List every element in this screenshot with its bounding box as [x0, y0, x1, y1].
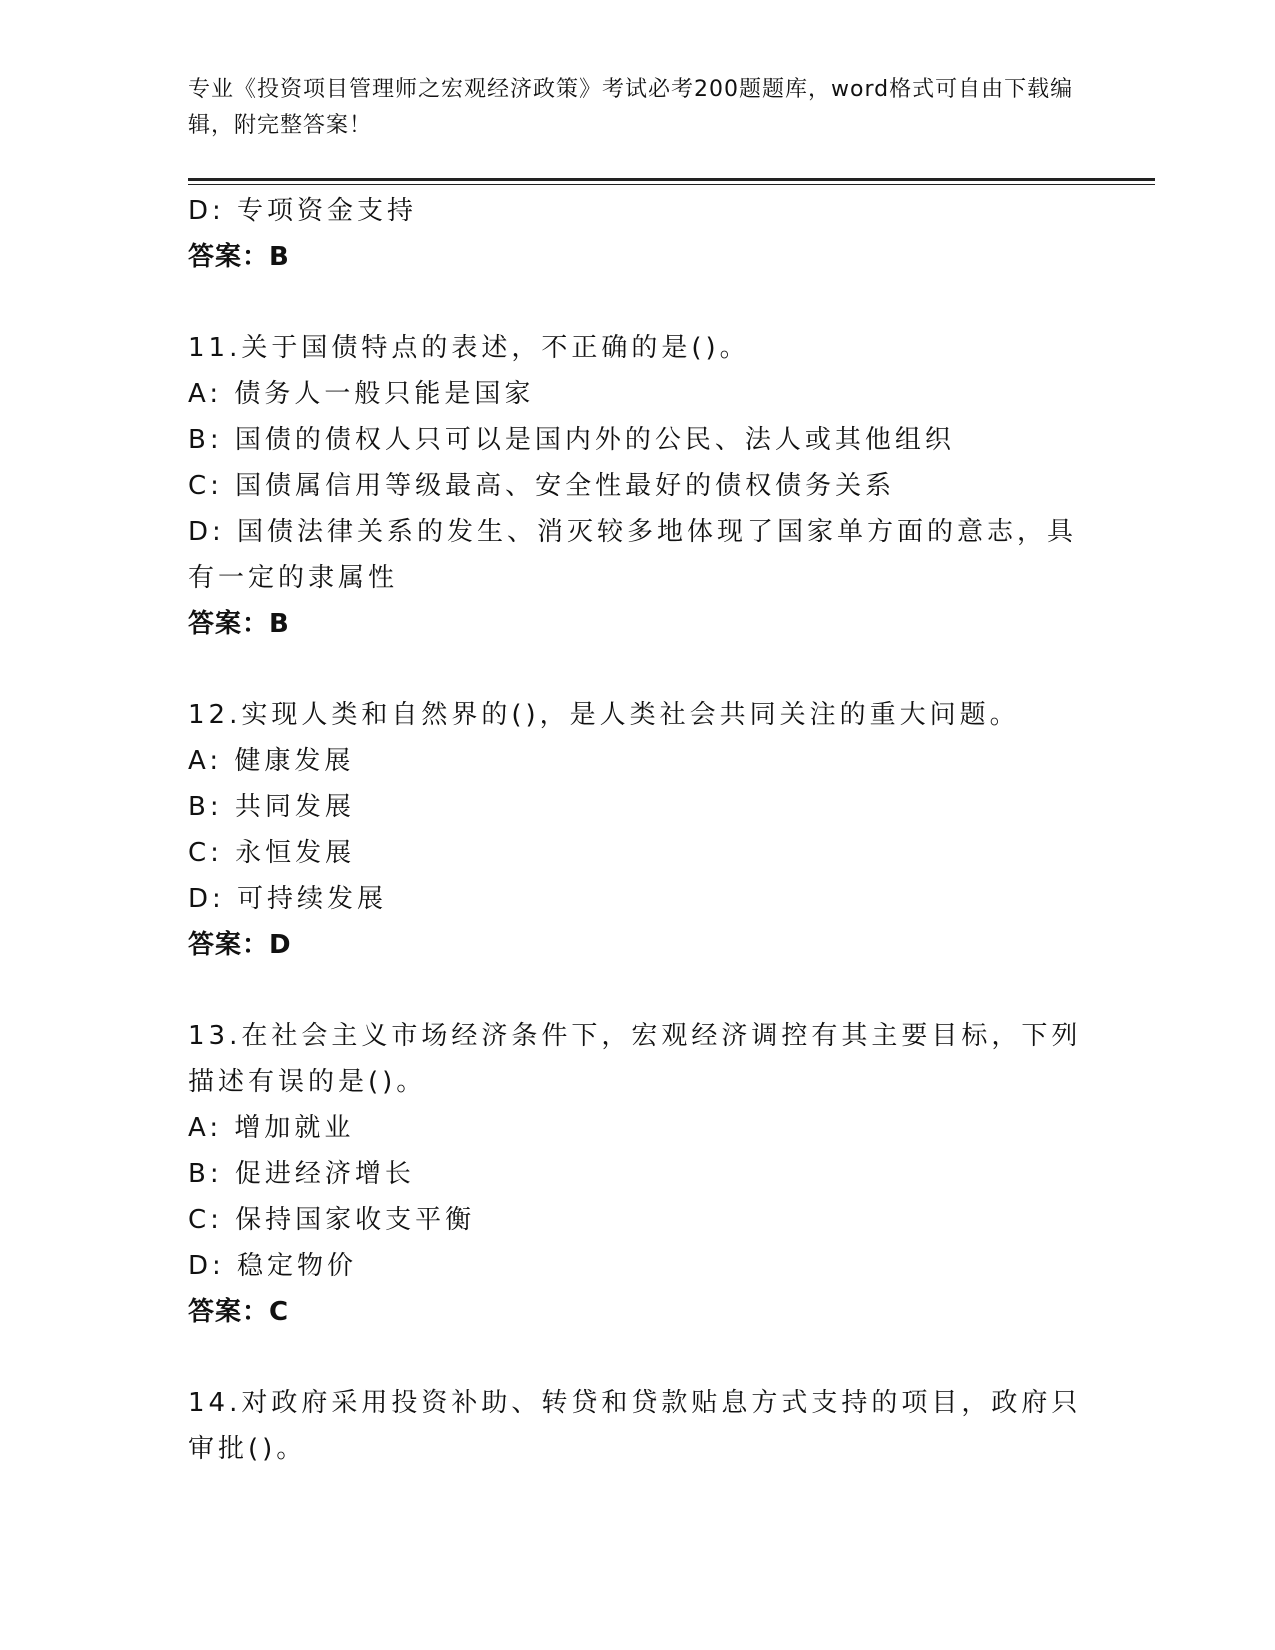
option-c: C: 保持国家收支平衡	[188, 1205, 476, 1235]
answer-line: 答案：C	[188, 1297, 290, 1327]
question-stem: 13.在社会主义市场经济条件下，宏观经济调控有其主要目标，下列描述有误的是()。	[188, 1021, 1082, 1097]
question-stem: 12.实现人类和自然界的()，是人类社会共同关注的重大问题。	[188, 700, 1020, 730]
question-block	[188, 325, 1088, 647]
option-c: C: 永恒发展	[188, 838, 356, 868]
question-block	[188, 1013, 1088, 1335]
option-d: D: 稳定物价	[188, 1251, 358, 1281]
option-b: B: 促进经济增长	[188, 1159, 415, 1189]
question-block	[188, 1380, 1088, 1472]
option-c: C: 国债属信用等级最高、安全性最好的债权债务关系	[188, 471, 896, 501]
answer-line: 答案：B	[188, 242, 290, 272]
question-stem: 11.关于国债特点的表述，不正确的是()。	[188, 333, 750, 363]
option-d: D: 可持续发展	[188, 884, 388, 914]
option-a: A: 健康发展	[188, 746, 355, 776]
header-divider-thin	[188, 184, 1155, 185]
option-d: D: 专项资金支持	[188, 196, 418, 226]
question-stem: 14.对政府采用投资补助、转贷和贷款贴息方式支持的项目，政府只审批()。	[188, 1388, 1082, 1464]
question-block	[188, 692, 1088, 968]
option-b: B: 国债的债权人只可以是国内外的公民、法人或其他组织	[188, 425, 955, 455]
option-d: D: 国债法律关系的发生、消灭较多地体现了国家单方面的意志，具有一定的隶属性	[188, 517, 1078, 593]
answer-line: 答案：B	[188, 609, 290, 639]
answer-line: 答案：D	[188, 930, 292, 960]
document-body	[188, 188, 1088, 1472]
option-b: B: 共同发展	[188, 792, 355, 822]
document-header: 专业《投资项目管理师之宏观经济政策》考试必考200题题库，word格式可自由下载编辑，附完整答案！	[188, 77, 1074, 138]
header-divider-thick	[188, 178, 1155, 181]
option-a: A: 增加就业	[188, 1113, 355, 1143]
option-a: A: 债务人一般只能是国家	[188, 379, 535, 409]
